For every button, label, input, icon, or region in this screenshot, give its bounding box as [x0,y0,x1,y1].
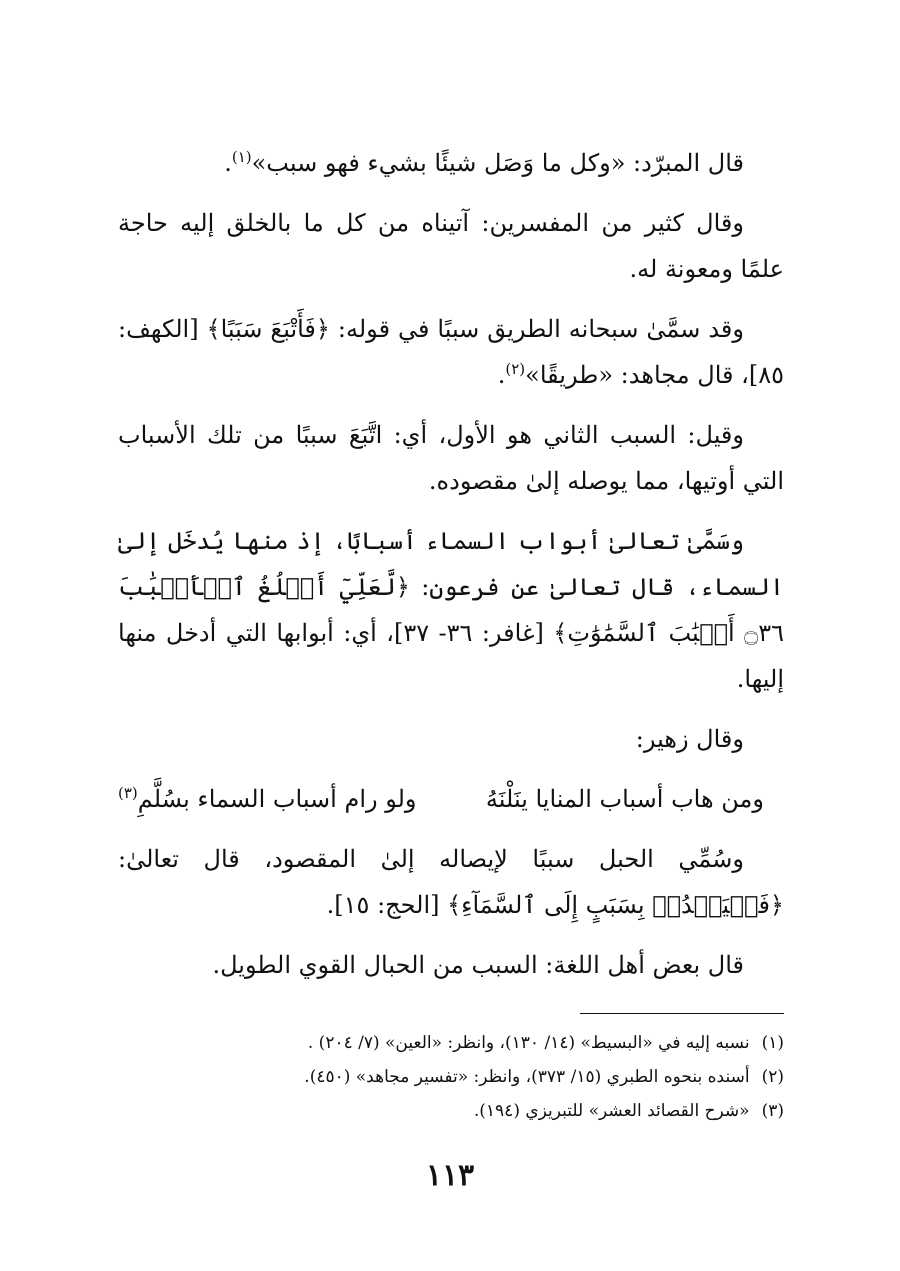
paragraph-text: وقد سمَّىٰ سبحانه الطريق سببًا في قوله: ﴿فَأَتْبَعَ سَبَبًا﴾ [الكهف: ٨٥]، قال مجاهد: «طريقًا» [118,315,784,389]
paragraph-mubarrad [118,140,784,186]
paragraph-text: وسُمِّي الحبل سببًا لإيصاله إلىٰ المقصود، قال تعالىٰ: ﴿فَلۡيَمۡدُدۡ بِسَبَبٍ إِلَى ٱلسَّمَآءِ﴾ [الحج: ١٥]. [118,845,784,919]
main-text [118,140,784,1002]
poem-second-text: ولو رام أسباب السماء بسُلَّمِ [137,785,417,813]
paragraph-end: . [224,149,232,177]
footnote-text: أسنده بنحوه الطبري (١٥/ ٣٧٣)، وانظر: «تفسير مجاهد» (٤٥٠). [304,1067,750,1087]
page-number: ١١٣ [425,1158,475,1193]
footnote-1 [118,1026,784,1060]
paragraph-text: قال بعض أهل اللغة: السبب من الحبال القوي الطويل. [212,951,744,979]
paragraph-text: قال المبرّد: «وكل ما وَصَل شيئًا بشيء فهو سبب» [251,149,744,177]
footnote-number: (١) [761,1033,784,1053]
footnote-text: «شرح القصائد العشر» للتبريزي (١٩٤). [473,1101,750,1121]
paragraph-habl [118,836,784,928]
paragraph-mufassirin [118,200,784,292]
footnote-number: (٣) [761,1101,784,1121]
footnote-divider [580,1013,784,1014]
footnote-text: نسبه إليه في «البسيط» (١٤/ ١٣٠)، وانظر: «العين» (٧/ ٢٠٤) . [307,1033,750,1053]
footnote-ref-3[interactable]: (٣) [118,784,138,802]
poem-verse [118,776,784,822]
paragraph-ahl-lugha [118,942,784,988]
paragraph-text: وقال كثير من المفسرين: آتيناه من كل ما بالخلق إليه حاجة علمًا ومعونة له. [118,209,784,283]
footnote-number: (٢) [761,1067,784,1087]
footnote-2 [118,1060,784,1094]
footnote-ref-2[interactable]: (٢) [505,360,526,378]
paragraph-text: وقيل: السبب الثاني هو الأول، أي: اتَّبَعَ سببًا من تلك الأسباب التي أوتيها، مما يوصله إلىٰ مقصوده. [118,421,784,495]
poem-first-hemistich: ومن هاب أسباب المنايا ينَلْنَهُ [485,785,764,813]
poem-second-hemistich [118,776,417,822]
paragraph-tariq [118,306,784,398]
paragraph-zuhair [118,716,784,762]
paragraph-text: وقال زهير: [635,725,744,753]
paragraph-abwab [118,518,784,702]
footnote-3 [118,1094,784,1128]
paragraph-text: وسَمَّىٰ تعالىٰ أبواب السماء أسبابًا، إذ منها يُدخَل إلىٰ السماء، قال تعالىٰ عن فرعون: ﴿لَّعَلِّيٓ أَبۡلُغُ ٱلۡأَسۡبَٰبَ ۝٣٦ أَسۡبَٰبَ ٱلسَّمَٰوَٰتِ﴾ [غافر: ٣٦- ٣٧]، أي: أبوابها التي أدخل منها إليها. [118,527,784,693]
paragraph-sabab-thani [118,412,784,504]
paragraph-end: . [497,361,506,389]
footnote-ref-1[interactable]: (١) [231,148,252,166]
footnotes [118,1013,784,1128]
